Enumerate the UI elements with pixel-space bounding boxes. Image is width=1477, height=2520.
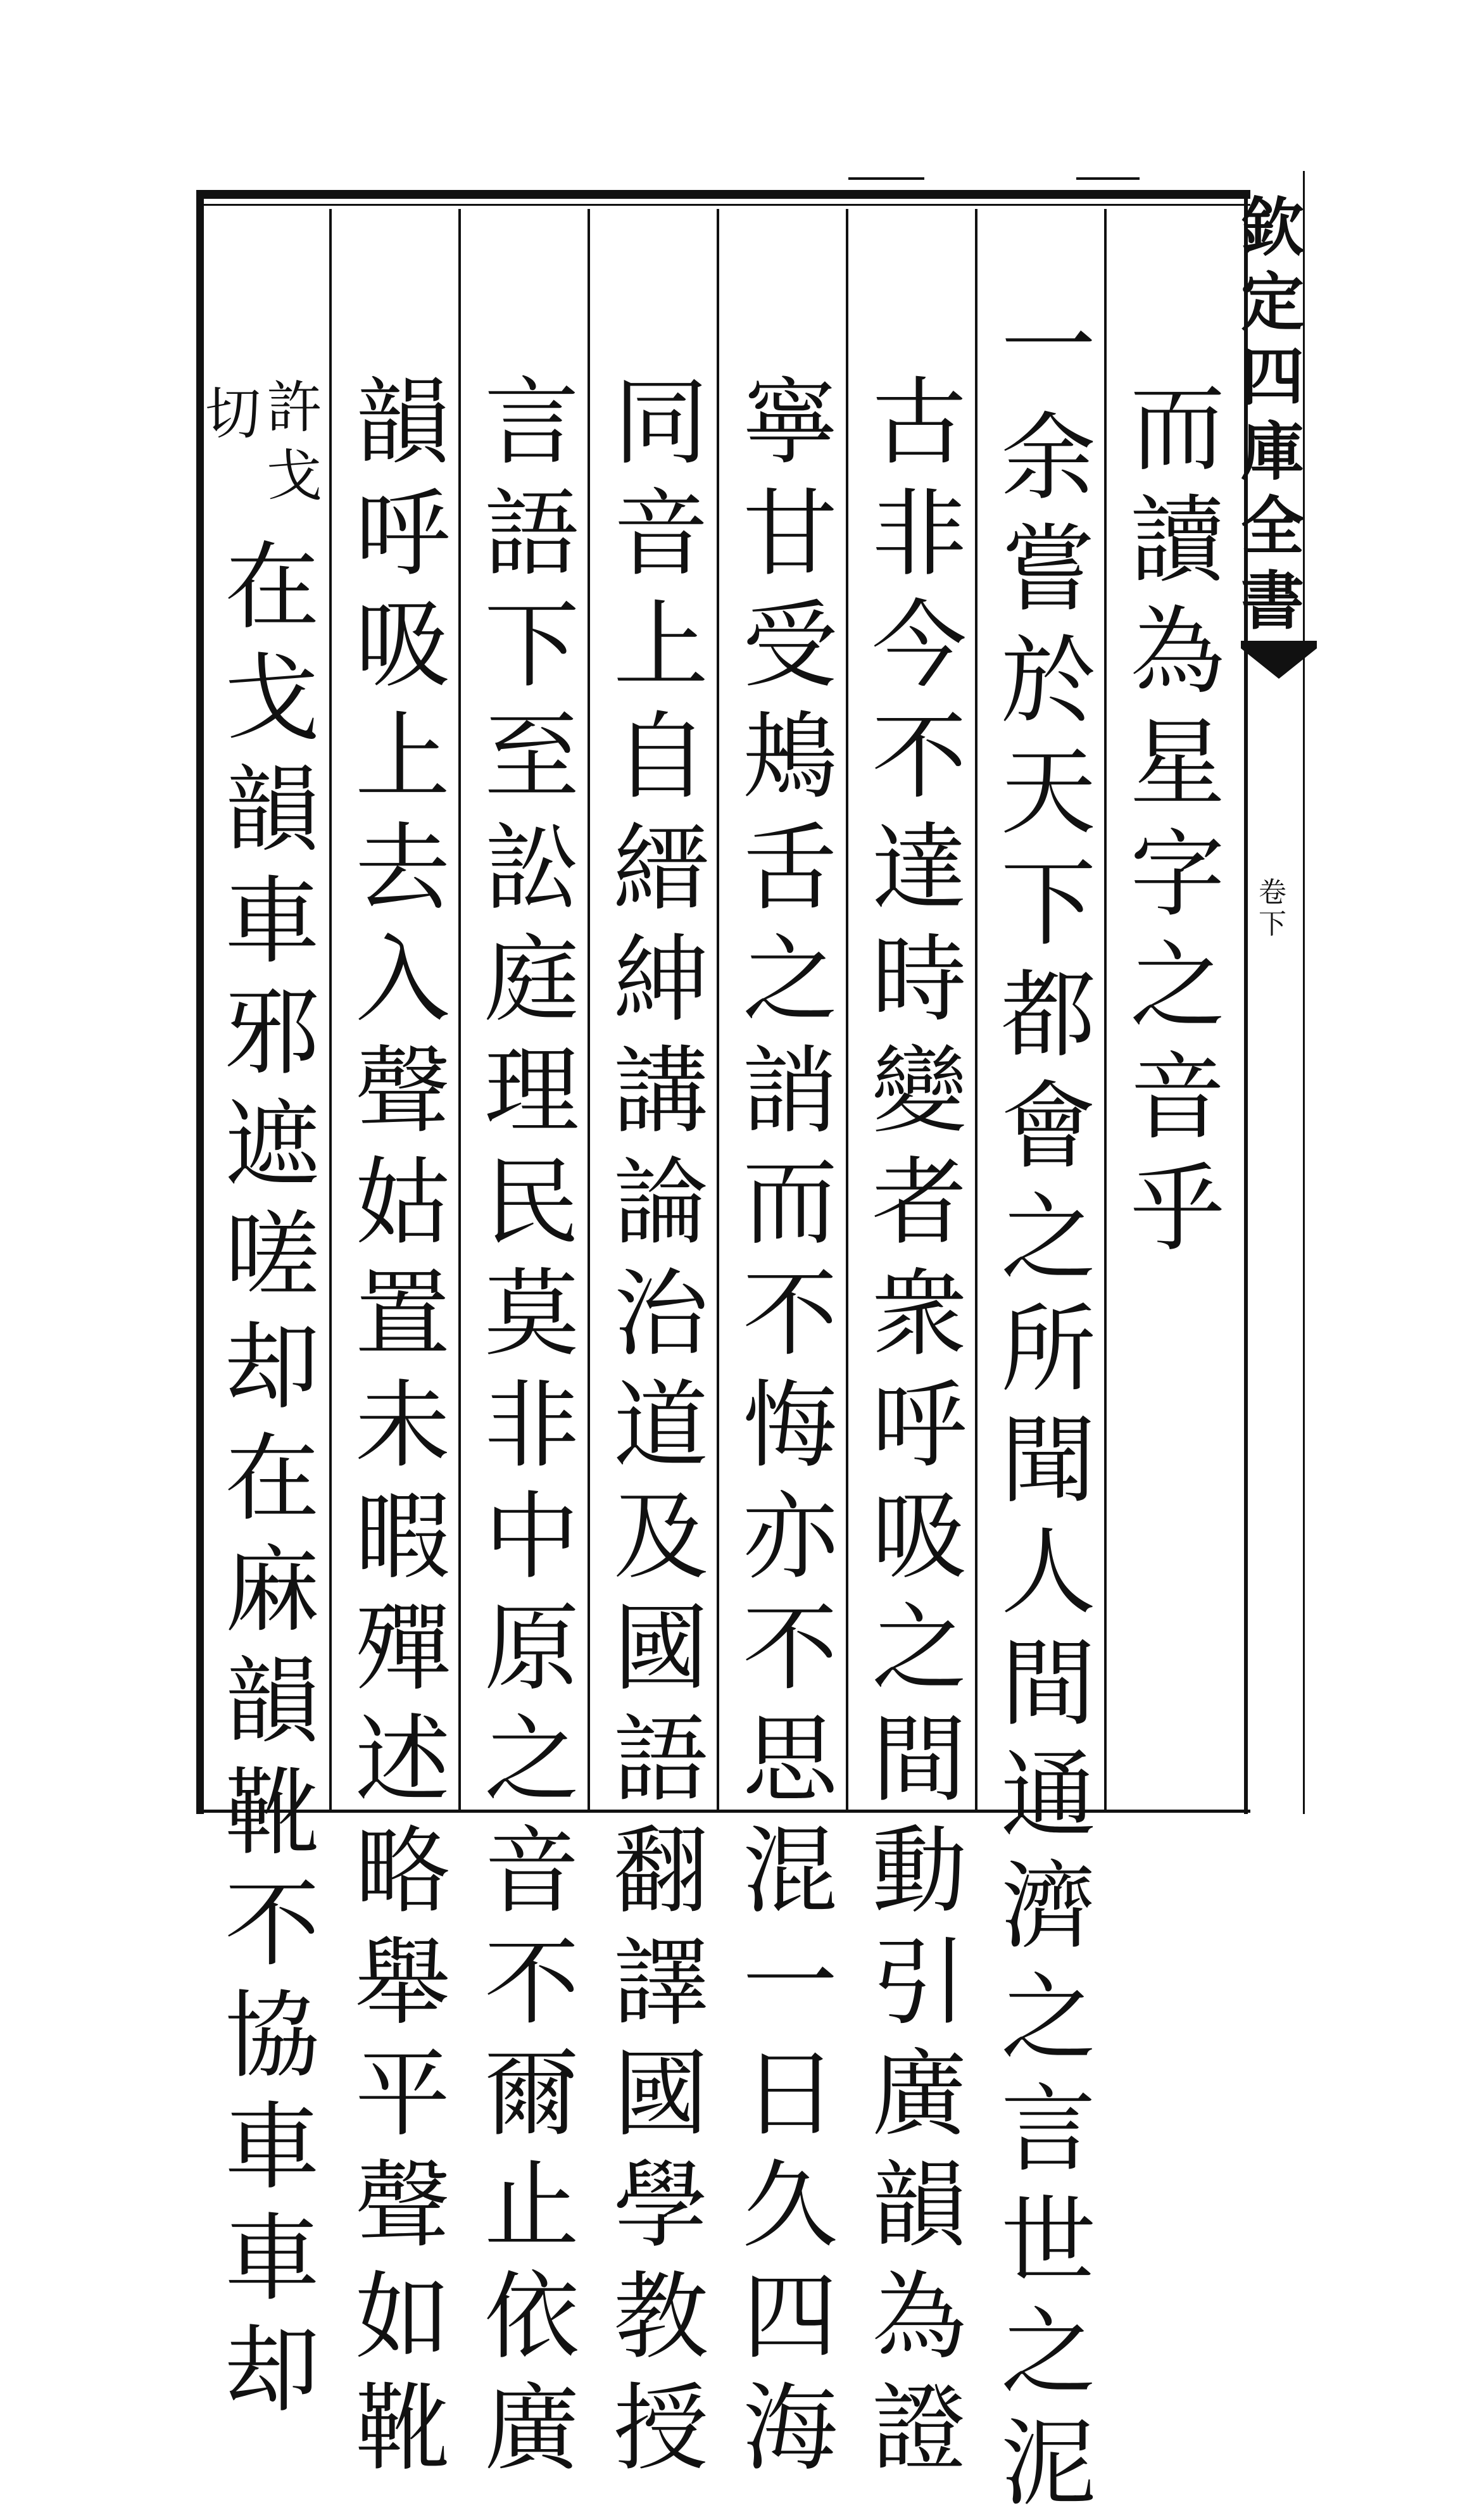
- character: 欽: [1241, 190, 1304, 265]
- character: 下: [1259, 908, 1286, 940]
- character: 衆: [871, 1259, 967, 1370]
- character: 鴂: [742, 702, 838, 812]
- character: 嗟: [224, 1201, 320, 1311]
- character: 去: [355, 814, 450, 924]
- character: 戈: [266, 443, 322, 508]
- character: 音: [484, 1817, 579, 1927]
- text-column-3: [856, 367, 983, 2485]
- character: 時: [871, 925, 967, 1035]
- text-column-2: [985, 291, 1112, 2520]
- character: 一: [1000, 292, 1096, 402]
- character: 言: [1000, 2075, 1096, 2185]
- character: 止: [484, 2151, 579, 2261]
- character: 略: [355, 1817, 450, 1927]
- character: 語: [613, 1705, 708, 1815]
- character: 戈: [224, 644, 320, 754]
- character: 韻: [355, 368, 450, 478]
- character: 吸: [355, 591, 450, 701]
- character: 紳: [613, 925, 708, 1035]
- character: 不: [224, 1870, 320, 1980]
- character: 教: [613, 2262, 708, 2372]
- character: 不: [484, 1928, 579, 2038]
- character: 全: [1241, 489, 1304, 564]
- character: 卷: [1259, 876, 1286, 909]
- character: 車: [224, 2204, 320, 2314]
- character: 靴: [224, 1758, 320, 1868]
- margin-book-title: [1241, 190, 1304, 638]
- character: 今: [871, 591, 967, 701]
- character: 世: [1000, 2186, 1096, 2296]
- character: 麻: [224, 1535, 320, 1646]
- character: 平: [355, 2039, 450, 2150]
- character: 天: [1000, 738, 1096, 848]
- character: 國: [613, 1594, 708, 1704]
- character: 道: [613, 1371, 708, 1481]
- character: 星: [1129, 709, 1225, 819]
- character: 却: [224, 2315, 320, 2426]
- character: 亦: [742, 1482, 838, 1592]
- character: 讀: [1129, 486, 1225, 596]
- character: 遮: [224, 1090, 320, 1200]
- character: 述: [355, 1705, 450, 1815]
- character: 靴: [355, 2374, 450, 2484]
- character: 通: [1000, 1741, 1096, 1851]
- character: 所: [1000, 1295, 1096, 1405]
- character: 廣: [871, 2039, 967, 2150]
- character: 為: [871, 2262, 967, 2372]
- text-column-5: [598, 367, 724, 2485]
- annotation-note-right: [263, 374, 326, 510]
- character: 車: [224, 867, 320, 977]
- character: 理: [484, 1036, 579, 1147]
- character: 間: [1000, 1629, 1096, 1739]
- character: 定: [1241, 265, 1304, 339]
- character: 不: [742, 1259, 838, 1370]
- character: 會: [1000, 1072, 1096, 1182]
- character: 協: [224, 1981, 320, 2091]
- character: 證: [871, 2374, 967, 2484]
- character: 之: [742, 925, 838, 1035]
- character: 者: [871, 1148, 967, 1258]
- character: 呼: [871, 1371, 967, 1481]
- character: 韻: [224, 755, 320, 866]
- character: 吸: [871, 1482, 967, 1592]
- character: 四: [1241, 339, 1304, 414]
- character: 暇: [355, 1482, 450, 1592]
- character: 日: [742, 2039, 838, 2150]
- character: 之: [1000, 1963, 1096, 2074]
- character: 久: [742, 2151, 838, 2261]
- character: 入: [355, 925, 450, 1035]
- character: 字: [1129, 820, 1225, 930]
- character: 論: [613, 1148, 708, 1258]
- character: 之: [484, 1705, 579, 1815]
- character: 寧: [742, 368, 838, 478]
- character: 濟: [1000, 1852, 1096, 1962]
- character: 訟: [484, 814, 579, 924]
- character: 言: [484, 368, 579, 478]
- character: 在: [224, 532, 320, 643]
- character: 韻: [871, 2151, 967, 2261]
- character: 音: [1129, 1043, 1225, 1153]
- character: 書: [1241, 564, 1304, 638]
- character: 原: [484, 1594, 579, 1704]
- character: 音: [613, 479, 708, 589]
- character: 中: [484, 1482, 579, 1592]
- character: 一: [742, 1928, 838, 2038]
- character: 於: [1000, 626, 1096, 736]
- character: 悔: [742, 1371, 838, 1481]
- character: 古: [871, 368, 967, 478]
- character: 語: [484, 479, 579, 589]
- character: 翻: [613, 1817, 708, 1927]
- character: 依: [484, 2262, 579, 2372]
- character: 聞: [1000, 1406, 1096, 1516]
- character: 上: [613, 591, 708, 701]
- character: 四: [742, 2262, 838, 2372]
- character: 許: [266, 375, 322, 440]
- character: 國: [613, 2039, 708, 2150]
- character: 在: [224, 1424, 320, 1534]
- character: 人: [1000, 1518, 1096, 1628]
- character: 之: [871, 1594, 967, 1704]
- character: 庭: [484, 925, 579, 1035]
- character: 下: [484, 591, 579, 701]
- character: 達: [871, 814, 967, 924]
- character: 呼: [355, 479, 450, 589]
- character: 授: [613, 2374, 708, 2484]
- character: 混: [742, 1817, 838, 1927]
- character: 自: [613, 702, 708, 812]
- character: 學: [613, 2151, 708, 2261]
- character: 譯: [613, 1928, 708, 2038]
- character: 莫: [484, 1259, 579, 1370]
- character: 海: [742, 2374, 838, 2484]
- text-column-6: [468, 367, 595, 2485]
- character: 下: [1000, 849, 1096, 959]
- character: 上: [355, 702, 450, 812]
- margin-volume-label: [1250, 877, 1295, 940]
- character: 縉: [613, 814, 708, 924]
- character: 講: [613, 1036, 708, 1147]
- character: 非: [871, 479, 967, 589]
- frame-top-rule-thin: [199, 204, 1250, 206]
- character: 甘: [742, 479, 838, 589]
- text-column-1: [1114, 374, 1241, 1265]
- character: 余: [1000, 403, 1096, 513]
- character: 如: [355, 2262, 450, 2372]
- character: 間: [871, 1705, 967, 1815]
- character: 舉: [355, 1928, 450, 2038]
- margin-top-mark-2: [1076, 177, 1140, 180]
- character: 殫: [355, 1594, 450, 1704]
- frame-top-rule: [199, 190, 1250, 199]
- annotation-note-left: [201, 380, 265, 448]
- character: 廣: [484, 2374, 579, 2484]
- character: 聲: [355, 2151, 450, 2261]
- character: 爾: [484, 2039, 579, 2150]
- character: 受: [742, 591, 838, 701]
- character: 都: [1000, 961, 1096, 1071]
- character: 之: [1000, 1183, 1096, 1294]
- text-column-8: [209, 532, 336, 2426]
- character: 民: [484, 1148, 579, 1258]
- margin-top-mark: [848, 177, 924, 180]
- character: 不: [871, 702, 967, 812]
- character: 而: [742, 1148, 838, 1258]
- character: 舌: [742, 814, 838, 924]
- character: 之: [1129, 931, 1225, 1042]
- character: 車: [224, 2093, 320, 2203]
- character: 邪: [224, 978, 320, 1088]
- character: 至: [484, 702, 579, 812]
- character: 韻: [224, 1647, 320, 1757]
- character: 為: [1129, 597, 1225, 707]
- character: 乎: [1129, 1154, 1225, 1264]
- character: 變: [871, 1036, 967, 1147]
- character: 未: [355, 1371, 450, 1481]
- text-column-4: [727, 367, 853, 2485]
- character: 嘗: [1000, 515, 1096, 625]
- character: 庫: [1241, 414, 1304, 489]
- character: 之: [1000, 2298, 1096, 2408]
- character: 動: [871, 1817, 967, 1927]
- character: 非: [484, 1371, 579, 1481]
- character: 思: [742, 1705, 838, 1815]
- character: 却: [224, 1313, 320, 1423]
- character: 誚: [742, 1036, 838, 1147]
- character: 切: [204, 381, 261, 446]
- character: 不: [742, 1594, 838, 1704]
- character: 而: [1129, 374, 1225, 484]
- character: 治: [613, 1259, 708, 1370]
- character: 及: [613, 1482, 708, 1592]
- character: 置: [355, 1259, 450, 1370]
- character: 同: [613, 368, 708, 478]
- character: 姑: [355, 1148, 450, 1258]
- character: 聲: [355, 1036, 450, 1147]
- character: 引: [871, 1928, 967, 2038]
- character: 泥: [1000, 2409, 1096, 2519]
- text-column-7: [339, 367, 466, 2485]
- fishtail-mark: [1241, 641, 1317, 679]
